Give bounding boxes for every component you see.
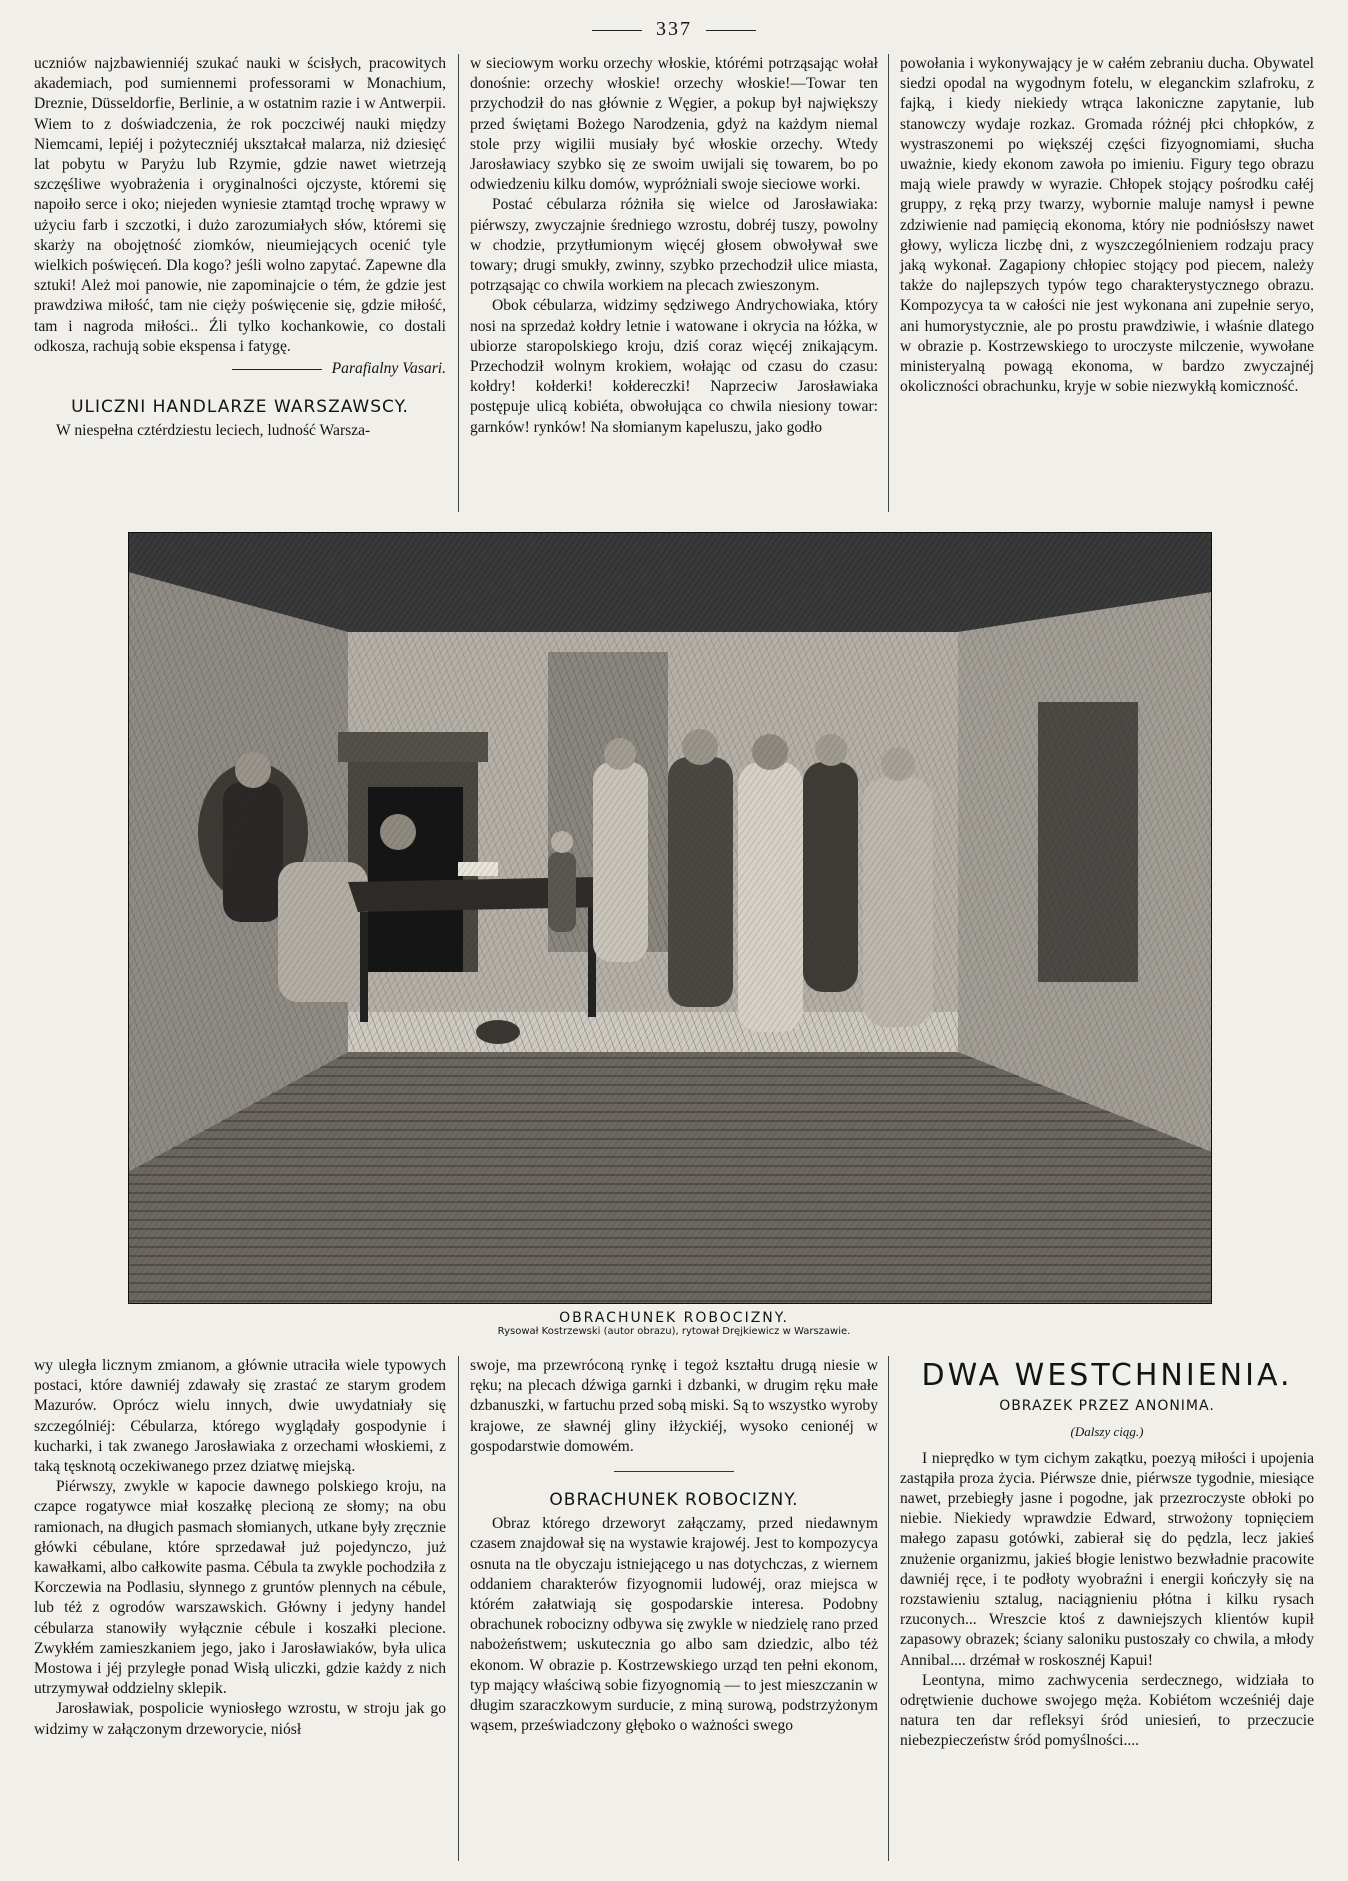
paragraph: wy uległa licznym zmianom, a głównie utraciła wiele typowych postaci, które dawniéj zdawały się zrastać ze starym grodem Mazurów. Oprócz wielu innych, dwie uwydatniały się szczególniéj: Cébularza, którego wyglądały gospodynie i kucharki, i tak zwanego Jarosławiaka z orzechami włoskiemi, z taką tęsknotą oczekiwanego przez dziatwę miejską. — [34, 1357, 446, 1476]
divider — [592, 30, 642, 31]
page-number: 337 — [656, 18, 692, 40]
article-title: DWA WESTCHNIENIA. — [921, 1358, 1293, 1393]
paragraph: Obraz którego drzeworyt załączamy, przed niedawnym czasem znajdował się na wystawie krajowéj. Jest to kompozycya osnuta na tle obyczaju istniejącego u nas dotychczas, z wiernem oddaniem charakterów fizyognomii ludowéj, oraz miejsca w którém załatwiają się gospodarskie interesa. Podobny obrachunek robocizny odbywa się zwykle w niedzielę rano przed nabożeństwem; uskutecznia go albo sam dziedzic, albo téż ekonom. W obrazie p. Kostrzewskiego urząd ten pełni ekonom, typ mający właściwą sobie fizyognomią — to jest mieszczanin w długim szaraczkowym surducie, z miną surową, podstrzyżonym wąsem, przeświadczony głęboko o ważności swego — [470, 1515, 878, 1735]
top-column-2 — [470, 54, 878, 438]
overall-hatching — [128, 532, 1212, 1304]
bottom-column-3 — [900, 1356, 1314, 1752]
engraving-svg — [128, 532, 1212, 1304]
signature-row — [34, 359, 446, 379]
signature: Parafialny Vasari. — [331, 360, 446, 378]
paragraph: Obok cébularza, widzimy sędziwego Andrychowiaka, który nosi na sprzedaż kołdry letnie i watowane i okrycia na łóżka, w ubiorze staropolskiego kroju, dziś coraz więcéj znikającym. Przechodził wolnym krokiem, wołając od czasu do czasu: kołdry! kołderki! kołdereczki! Naprzeciw Jarosławiaka postępuje ulicą kobiéta, obwołująca co chwila niesiony towar: garnków! rynków! Na słomianym kapeluszu, jako godło — [470, 297, 878, 436]
engraving-illustration — [128, 532, 1212, 1304]
bottom-column-1 — [34, 1356, 446, 1740]
continuation-note: (Dalszy ciąg.) — [1070, 1424, 1144, 1440]
column-rule — [888, 1356, 889, 1861]
paragraph: Postać cébularza różniła się wielce od Jarosławiaka: piérwszy, zwyczajnie średniego wzrostu, dobréj tuszy, powolny w chodzie, przytłumionym więcéj głosem obwoływał swe towary; drugi smukły, zwinny, szybko przechodził ulice miasta, potrząsając co chwila workiem na plecach zwieszonym. — [470, 196, 878, 295]
paragraph: Leontyna, mimo zachwycenia serdecznego, widziała to odrętwienie duchowe swojego męża. Kobiétom wcześniéj daje natura ten dar refleksyi śród uniesień, to przeczucie niebezpieczeństw śród pomyślności.... — [900, 1671, 1314, 1750]
top-column-1 — [34, 54, 446, 442]
divider — [614, 1471, 734, 1472]
article-subtitle: OBRAZEK PRZEZ ANONIMA. — [999, 1398, 1215, 1415]
section-heading: OBRACHUNEK ROBOCIZNY. — [549, 1490, 799, 1511]
top-column-3 — [900, 54, 1314, 397]
caption-credit: Rysował Kostrzewski (autor obrazu), rytował Dręjkiewicz w Warszawie. — [497, 1326, 851, 1337]
column-rule — [888, 54, 889, 512]
paragraph: swoje, ma przewróconą rynkę i tegoż kształtu drugą niesie w ręku; na plecach dźwiga garnki i dzbanki, w drugim ręku małe dzbanuszki, w fartuchu przed sobą miski. Są to wszystko wyroby krajowe, ze sławnéj gliny iłżyckiéj, wysoko cenionéj w gospodarstwie domowém. — [470, 1357, 878, 1455]
caption-title: OBRACHUNEK ROBOCIZNY. — [559, 1310, 789, 1326]
paragraph: Piérwszy, zwykle w kapocie dawnego polskiego kroju, na czapce rogatywce miał koszałkę plecioną ze słomy; na obu ramionach, na długich pasmach słomianych, utkane były zręcznie główki cébulane, które sprzedawał już pojedynczo, już kawałkami, albo całkowite pasma. Cébula ta zwykle pochodziła z Korczewia na Podlasiu, słynnego z gruntów plennych na cébule, lub téż z ogrodów warszawskich. Główny i jedyny handel cébularza stanowiły wyłącznie cébule i koszałki plecione. Zwykłém zamieszkaniem jego, jako i Jarosławiaków, była ulica Mostowa i jéj przyległe ponad Wisłą uliczki, gdzie każdy z nich utrzymywał oddzielny sklepik. — [34, 1478, 446, 1698]
figure-caption — [0, 1310, 1348, 1337]
page-number-row — [0, 18, 1348, 41]
paragraph: Jarosławiak, pospolicie wyniosłego wzrostu, w stroju jak go widzimy w załączonym drzeworycie, niósł — [34, 1700, 446, 1738]
divider — [706, 30, 756, 31]
bottom-column-2 — [470, 1356, 878, 1736]
paragraph: I nieprędko w tym cichym zakątku, poezyą miłości i upojenia zastąpiła proza życia. Piérwsze dnie, piérwsze tygodnie, miesiące nawet, przebiegły jasne i pogodne, jak przezroczyste obłoki po niebie. Niekiedy wprawdzie Edward, strwożony topnięciem małego zapasu gotówki, zabierał się do pędzla, lecz jakieś znużenie organizmu, jakieś błogie lenistwo bezwładnie pracowite dawniéj ręce, i te podłoty wyobraźni i energii kończyły się na rozstawieniu sztalug, naciągnieniu płótna i kilku rysach rzuconych... Wreszcie ktoś z dawniejszych klientów kupił zapasowy obrazek; ściany saloniku pustoszały co chwila, a młody Annibal.... drzémał w roskosznéj Kapui! — [900, 1449, 1314, 1669]
column-rule — [458, 1356, 459, 1861]
paragraph: powołania i wykonywający je w całém zebraniu ducha. Obywatel siedzi opodal na wygodnym fotelu, w eleganckim szlafroku, z fajką, i kiedy niekiedy wtrąca lakoniczne zapytanie, lub stanowczy wydaje rozkaz. Gromada różnéj płci chłopków, z wystraszonemi po większéj części fizyognomiami, słucha uważnie, kiedy ekonom zawoła po imieniu. Figury tego obrazu mają wiele prawdy w wyrazie. Chłopek stojący pośrodku całéj gruppy, z ręką przy twarzy, wybornie maluje namysł i pewne zdziwienie nad pamięcią ekonoma, który nie podniósłszy nawet głowy, wylicza liczbę dni, z wyszczególnieniem rodzaju pracy jaką wykonał. Zagapiony chłopiec stojący pod piecem, należy także do najlepszych typów tego charakterystycznego obrazu. Kompozycya ta w całości nie jest wykonana ani zupełnie seryo, ani humorystycznie, ale po prostu prawdziwie, i właśnie dlatego w obrazie p. Kostrzewskiego to uroczyste milczenie, wywołane ministeryalną powagą ekonoma, w bardzo zwyczajnéj okoliczności obrachunku, kryje w sobie niezwykłą komiczność. — [900, 55, 1314, 396]
paragraph: w sieciowym worku orzechy włoskie, którémi potrząsając wołał donośnie: orzechy włoskie! orzechy włoskie!—Towar ten przychodził do nas głównie z Węgier, a pokup był największy przed świętami Bożego Narodzenia, gdyż na każdym niemal stole przy wigilii musiały być włoskie orzechy. Wtedy Jarosławiacy szybko się ze swoim uwijali się towarem, bo po odwiedzeniu kilku domów, wypróżniali swoje sieciowe worki. — [470, 55, 878, 194]
section-heading: ULICZNI HANDLARZE WARSZAWSCY. — [71, 397, 409, 418]
paragraph: W niespełna cztérdziestu leciech, ludność Warsza- — [56, 422, 371, 440]
divider — [232, 369, 322, 370]
column-rule — [458, 54, 459, 512]
paragraph: uczniów najzbawienniéj szukać nauki w ścisłych, pracowitych akademiach, pod sumiennemi professorami w Monachium, Dreznie, Düsseldorfie, Berlinie, a w ostatnim razie i w Antwerpii. Wiem to z doświadczenia, że rok poczciwéj nauki między Niemcami, lepiéj i pożyteczniéj ukształcał malarza, niż dziesięć lat pobytu w Paryżu lub Rzymie, gdzie nawet wietrzeją szczęśliwe wyobrażenia i oryginalności ojczyste, któremi się napoiło serce i oko; niejeden wyniesie ztamtąd trochę wprawy w użyciu farb i szczotki, i dużo zarozumiałych słów, któremi się skarży na obojętność ziomków, nieumiejących ocenić tyle wielkich poświęceń. Dla kogo? jeśli wolno zapytać. Zapewne dla sztuki! Ależ moi panowie, nie zapominajcie o tém, że gdzie jest prawdziwa miłość, tam nie cięży poświęcenie się, gdzie miłość, tam i nagroda miłości.. Źli tylko kochankowie, co dostali odkosza, rachują sobie ekspensa i fatygę. — [34, 55, 446, 355]
